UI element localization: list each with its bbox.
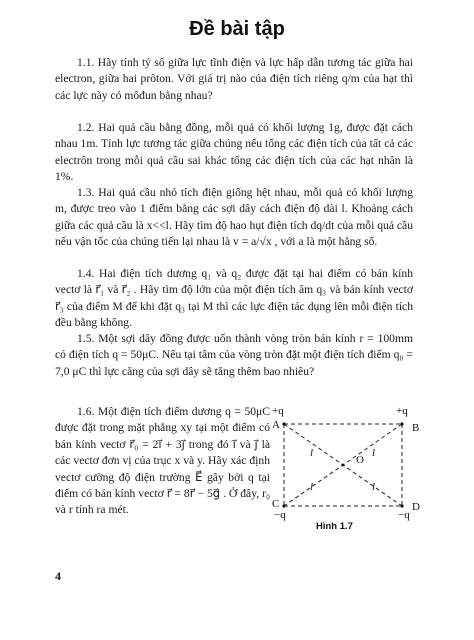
corner-dots: [282, 422, 403, 507]
dot-c: [282, 504, 285, 507]
charge-top-left: +q: [272, 405, 284, 417]
dot-d: [400, 504, 403, 507]
point-a-label: A: [272, 419, 280, 431]
length-label-lower-left: l: [310, 481, 314, 493]
page-number: 4: [55, 569, 61, 583]
square-charge-diagram: [270, 404, 430, 534]
charge-top-right: +q: [396, 405, 408, 417]
point-d-label: D: [412, 501, 420, 513]
dot-o: [342, 464, 345, 467]
point-c-label: C: [272, 498, 280, 510]
point-b-label: B: [412, 422, 420, 434]
point-o-label: O: [356, 454, 364, 466]
length-label-right-diagonal: l: [372, 447, 376, 459]
length-label-lower-right: l: [372, 481, 376, 493]
length-label-left-diagonal: l: [310, 447, 314, 459]
dot-a: [282, 422, 285, 425]
charge-bottom-left: −q: [274, 509, 286, 521]
problem-1-4: 1.4. Hai điện tích dương q₁ và q₂ được đặt tại hai điểm có bán kính vectơ là r⃗₁ và r⃗₂ . Hãy tìm độ lớn của một điện tích âm q₃ và bán kính vectơ r⃗₃ của điểm M để khi đặt q₃ tại M thì các lực điện tác dụng lên mỗi điện tích đều bằng không.: [55, 267, 413, 330]
dot-b: [400, 422, 403, 425]
problem-1-5: 1.5. Một sợi dây đồng được uốn thành vòng tròn bán kính r = 100mm có điện tích q = 50μC. Nếu tại tâm của vòng tròn đặt một điện tích điểm q₀ = 7,0 μC thì lực căng của sợi dây sẽ tăng thêm bao nhiêu?: [55, 332, 413, 378]
figure-caption: Hình 1.7: [316, 521, 353, 532]
figure-1-7: [270, 404, 430, 534]
problem-1-6: 1.6. Một điện tích điểm dương q = 50μC được đặt trong mặt phẳng xy tại một điểm có bán kính vectơ r⃗₀ = 2i⃗ + 3j⃗ trong đó i⃗ và j⃗ là các vectơ đơn vị của trục x và y. Hãy xác định vectơ cường độ điện trường E⃗ gây bởi q tại điểm có bán kính vectơ r⃗ = 8r⃗ − 5g⃗ . Ở đây, r₀ và r tính ra mét.: [55, 405, 270, 517]
charge-bottom-right: −q: [398, 509, 410, 521]
problem-1-2: 1.2. Hai quả cầu bằng đồng, mỗi quả có khối lượng 1g, được đặt cách nhau 1m. Tính lực tương tác giữa chúng nếu tổng các điện tích của tất cả các electrôn trong mỗi quả cầu sai khác tổng các điện tích của các hạt nhân là 1%.: [55, 121, 413, 184]
page-title: Đề bài tập: [189, 18, 285, 40]
length-labels: [310, 447, 375, 493]
problem-1-1: 1.1. Hãy tính tỷ số giữa lực tĩnh điện và lực hấp dẫn tương tác giữa hai electron, giữa hai prôton. Với giá trị nào của điện tích riêng q/m của hạt thì các lực này có môđun bằng nhau?: [55, 56, 413, 102]
problem-1-3: 1.3. Hai quả cầu nhỏ tích điện giống hệt nhau, mỗi quả có khối lượng m, được treo vào 1 điểm bằng các sợi dây cách điện độ dài l. Khoảng cách giữa các quả cầu là x<<l. Hãy tìm độ hao hụt điện tích dq/dt của mỗi quả cầu nếu vận tốc của chúng tiến lại nhau là v = a/√x , với a là một hằng số.: [55, 186, 413, 249]
